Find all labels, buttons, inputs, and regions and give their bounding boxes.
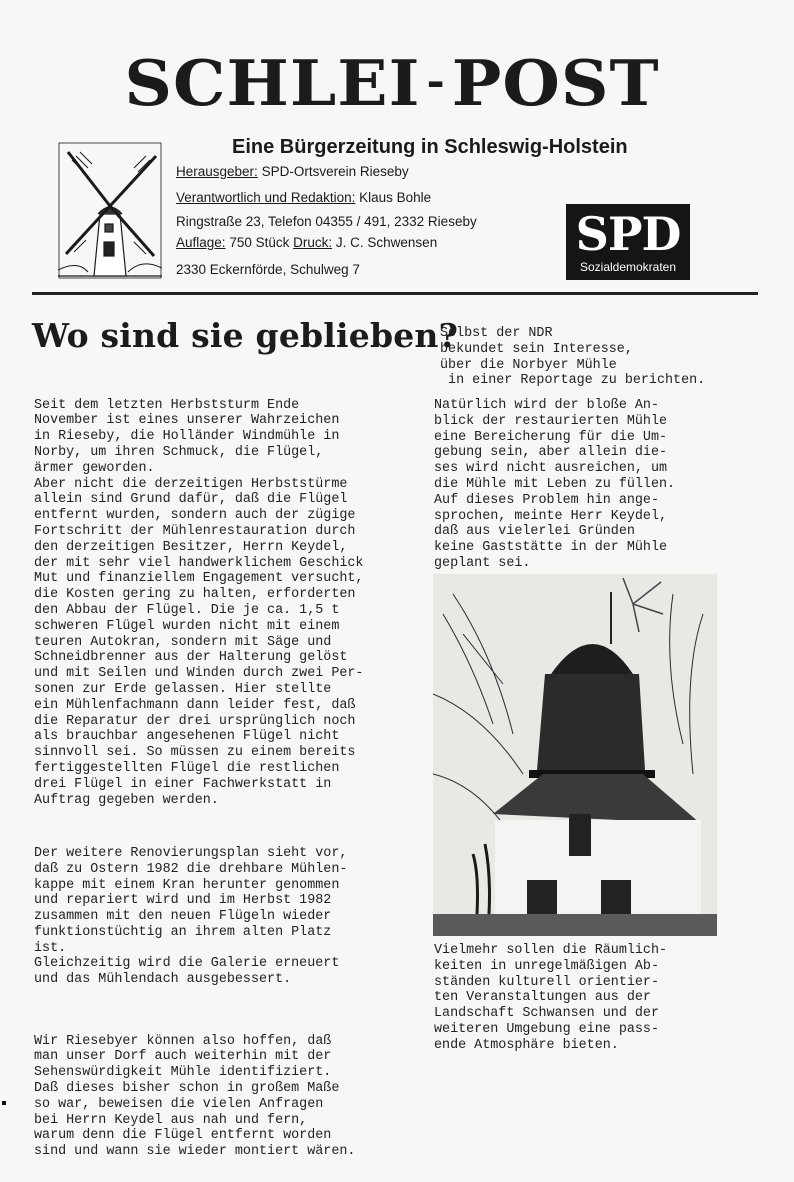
publisher-value: SPD-Ortsverein Rieseby — [261, 164, 409, 179]
article-paragraph: Seit dem letzten Herbststurm Ende November ist eines unserer Wahrzeichen in Rieseby, die Holländer Windmühle in Norby, um ihren Schmuck, die Flügel, ärmer geworden. Aber nicht die derzeitigen Herbststürme allein sind Grund dafür, daß die Flügel entfernt wurden, sondern auch der zügige Fortschritt der Mühlenrestauration durch den derzeitigen Besitzer, Herrn Keydel, der mit sehr viel handwerklichem Geschick Mut und finanziellem Engagement versucht, die Kosten gering zu halten, erforderten den Abbau der Flügel. Die je ca. 1,5 t schweren Flügel wurden nicht mit einem teuren Autokran, sondern mit Säge und Schneidbrenner aus der Halterung gelöst und mit Seilen und Winden durch zwei Per- sonen zur Erde gelassen. Hier stellte ein Mühlenfachmann dann leider fest, daß die Reparatur der drei ursprünglich noch als brauchbar angesehenen Flügel nicht sinnvoll sei. So müssen zu einem bereits fertiggestellten Flügel die restlichen drei Flügel in einer Fachwerkstatt in Auftrag gegeben werden. — [34, 397, 364, 808]
masthead-title — [32, 46, 752, 121]
editor-value: Klaus Bohle — [359, 190, 432, 205]
article-right-top: Selbst der NDR bekundet sein Interesse, über die Norbyer Mühle in einer Reportage zu berichten. — [440, 326, 706, 389]
imprint-publisher — [176, 164, 409, 179]
imprint-printer-address: 2330 Eckernförde, Schulweg 7 — [176, 262, 360, 277]
spd-logo-subtext: Sozialdemokraten — [579, 260, 677, 274]
article-headline: Wo sind sie geblieben? — [32, 316, 459, 355]
imprint-address: Ringstraße 23, Telefon 04355 / 491, 2332 Rieseby — [176, 214, 477, 229]
subtitle: Eine Bürgerzeitung in Schleswig-Holstein — [232, 136, 628, 158]
windmill-photo — [433, 574, 717, 936]
windmill-icon — [58, 142, 162, 279]
masthead-dash: - — [426, 57, 446, 107]
printer-value: J. C. Schwensen — [335, 235, 438, 250]
publisher-label: Herausgeber: — [176, 164, 258, 179]
circulation-label: Auflage: — [176, 235, 226, 250]
article-left-column — [34, 366, 363, 1182]
masthead-right: POST — [451, 46, 660, 121]
article-right-bottom: Vielmehr sollen die Räumlich- keiten in unregelmäßigen Ab- ständen kulturell orientier- ten Veranstaltungen aus der Landschaft Schwansen und der weiteren Umgebung eine pass- ende Atmosphäre bieten. — [434, 943, 668, 1053]
article-right-middle: Natürlich wird der bloße An- blick der restaurierten Mühle eine Bereicherung für die Um- gebung sein, aber allein die- ses wird nicht ausreichen, um die Mühle mit Leben zu füllen. Auf dieses Problem hin ange- sprochen, meinte Herr Keydel, daß aus vielerlei Gründen keine Gaststätte in der Mühle geplant sei. — [434, 398, 676, 571]
circulation-value: 750 Stück — [229, 235, 290, 250]
page-mark — [2, 1101, 6, 1105]
article-paragraph: Wir Riesebyer können also hoffen, daß man unser Dorf auch weiterhin mit der Sehenswürdigkeit Mühle identifiziert. Daß dieses bisher schon in großem Maße so war, beweisen die vielen Anfragen bei Herrn Keydel aus nah und fern, warum denn die Flügel entfernt worden sind und wann sie wieder montiert wären. — [34, 1033, 356, 1160]
imprint-circulation — [176, 235, 437, 250]
spd-logo-text: SPD — [575, 207, 681, 261]
article-paragraph: Der weitere Renovierungsplan sieht vor, daß zu Ostern 1982 die drehbare Mühlen- kappe mit einem Kran herunter genommen und repariert wird und im Herbst 1982 zusammen mit den neuen Flügeln wieder funktionstüchtig an ihrem alten Platz ist. Gleichzeitig wird die Galerie erneuert und das Mühlendach ausgebessert. — [34, 845, 348, 988]
masthead-left: SCHLEI — [124, 46, 421, 121]
print-label: Druck: — [293, 235, 333, 250]
imprint-editor — [176, 190, 431, 205]
editor-label: Verantwortlich und Redaktion: — [176, 190, 356, 205]
header-divider — [32, 292, 758, 295]
spd-logo — [566, 204, 690, 280]
